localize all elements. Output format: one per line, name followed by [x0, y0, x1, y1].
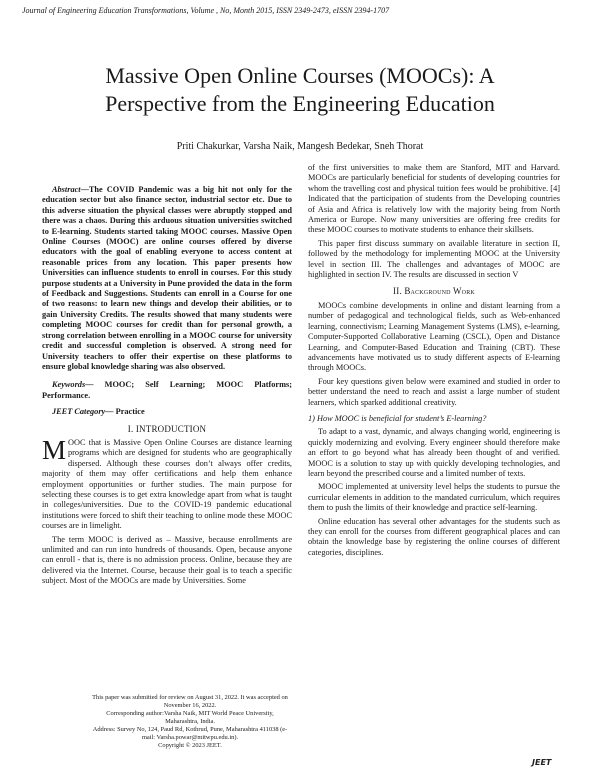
abstract-text: —The COVID Pandemic was a big hit not only for the education sector but also finance sector, industrial sector etc. Due to this adverse situation the physical classes were abruptly stopped and there was a chaos. During this arduous situation universities switched to E-learning. Students started taking MOOC courses. Massive Open Online Courses (MOOC) are online courses offered by diverse educators with the goal of enabling everyone to access content at reasonable prices from any location. This paper presents how Universities can influence students to enroll in courses. For this study purpose students at a University in Pune provided the data in the form of Feedback and Suggestions. Students can enroll in a Course for one of two reasons: to learn new things and develop their abilities, or to gain University Credits. The results showed that many students were completing MOOC courses for credit than for personal growth, a strong correlation between enrolling in a MOOC course for university credit and successful completion is observed. A strong need for University teachers to offer their expertise on these platforms to ensure global knowledge sharing was also observed.: [42, 185, 292, 371]
subsection-paragraph-2: MOOC implemented at university level helps the students to pursue the curricular elements in addition to the mandated curriculum, which requires them to push the limits of their knowledge and practice self-learning.: [308, 482, 560, 513]
jeet-logo: JEET: [532, 758, 552, 767]
intro-paragraph-2: The term MOOC is derived as – Massive, because enrollments are unlimited and can run into hundreds of thousands. Open, because anyone can enroll - that is, there is no admission process. Online, because they are delivered via the Internet. Course, because their goal is to teach a specific subject. Most of the MOOCs are made by Universities. Some: [42, 534, 292, 586]
footnote-copyright: Copyright © 2023 JEET.: [158, 742, 222, 749]
drop-cap: M: [42, 434, 67, 465]
section-heading-introduction: I. INTRODUCTION: [127, 423, 207, 434]
intro-paragraph-4: This paper first discuss summary on available literature in section II, followed by the methodology for implementing MOOC at the University level in section III. The challenges and advantages of MOOC are highlighted in section IV. The results are discussed in section V: [308, 238, 560, 280]
subsection-paragraph-1: To adapt to a vast, dynamic, and always changing world, engineering is quickly modernizing and evolving. Every engineer should therefore make an effort to go beyond what has already been thought of and verified. MOOC is a solution to stay up with quickly developing technologies, and learn beyond the prescribed course and a limited number of texts.: [308, 427, 560, 478]
paper-title: [40, 62, 560, 118]
footnote-corresponding-author: Corresponding author:Varsha Naik, MIT World Peace University, Maharashtra, India.: [106, 710, 274, 725]
abstract-label: Abstract: [52, 185, 81, 194]
running-head: Journal of Engineering Education Transformations, Volume , No, Month 2015, ISSN 2349-2473, eISSN 2394-1707: [22, 6, 390, 15]
author-list: Priti Chakurkar, Varsha Naik, Mangesh Bedekar, Sneh Thorat: [176, 141, 424, 152]
subsection-paragraph-3: Online education has several other advantages for the students such as they can enroll for the courses from different geographical places and can obtain the knowledge base by registering the online courses of different categories, disciplines.: [308, 516, 560, 557]
abstract: [42, 185, 292, 372]
jeet-category: [42, 407, 292, 417]
category-label: JEET Category—: [52, 407, 114, 417]
title-line-2: Perspective from the Engineering Education: [105, 91, 495, 116]
keywords-label: Keywords—: [52, 380, 94, 390]
keywords-text: MOOC; Self Learning; MOOC Platforms; Performance.: [42, 380, 292, 400]
section-heading-background: II. Background Work: [393, 286, 475, 297]
footnote-address: Address: Survey No, 124, Paud Rd, Kothrud, Pune, Maharashtra 411038 (e-mail: Varsha.powar@mitwpu.edu.in).: [92, 726, 288, 741]
left-column: [42, 185, 292, 590]
background-paragraph-2: Four key questions given below were examined and studied in order to better understand the need to reach and assist a large number of student learners, which sparked additional creativity.: [308, 376, 560, 407]
right-column: [308, 163, 560, 561]
intro-paragraph-1-text: OOC that is Massive Open Online Courses are distance learning programs which are designed for students who are geographically dispersed. Although these courses don’t always offer credits, majority of them may offer certifications and help them enhance employment opportunities or further studies. The main purpose for selecting these courses is to get extra knowledge apart from what is taught in colleges/universities. Due to the COVID-19 pandemic educational institutions were forced to shift their teaching to online mode these MOOC courses are in limelight.: [42, 437, 292, 531]
intro-paragraph-3: of the first universities to make them are Stanford, MIT and Harvard. MOOCs are particularly beneficial for students of developing countries for whom the travelling cost and physical tuition fees would be prohibitive. [4] Indicated that the participation of students from the Developing countries of Asia and Africa is relatively low with the majority being from North America or Europe. Now many universities are offering free credits for these MOOC courses to motivate students to enhance their skillsets.: [308, 163, 560, 235]
subsection-heading-1: 1) How MOOC is beneficial for student’s E-learning?: [308, 413, 487, 423]
category-text: Practice: [113, 407, 145, 417]
keywords: [42, 380, 292, 401]
background-paragraph-1: MOOCs combine developments in online and distant learning from a number of pedagogical and technological fields, such as Web-enhanced learning, connectivism; Learning Management Systems (LMS), e-learning, Computer-Supported Collaborative Learning (CSCL), Open and Distance Learning, and Computer-Based Education and Training (CBT). These advancements have motivated us to study different aspects of E-learning through MOOCs.: [308, 300, 560, 373]
footnote-submission: This paper was submitted for review on August 31, 2022. It was accepted on November 16, 2022.: [92, 694, 288, 709]
intro-paragraph-1: [42, 434, 292, 532]
title-line-1: Massive Open Online Courses (MOOCs): A: [105, 63, 495, 88]
footnote: [90, 694, 290, 750]
